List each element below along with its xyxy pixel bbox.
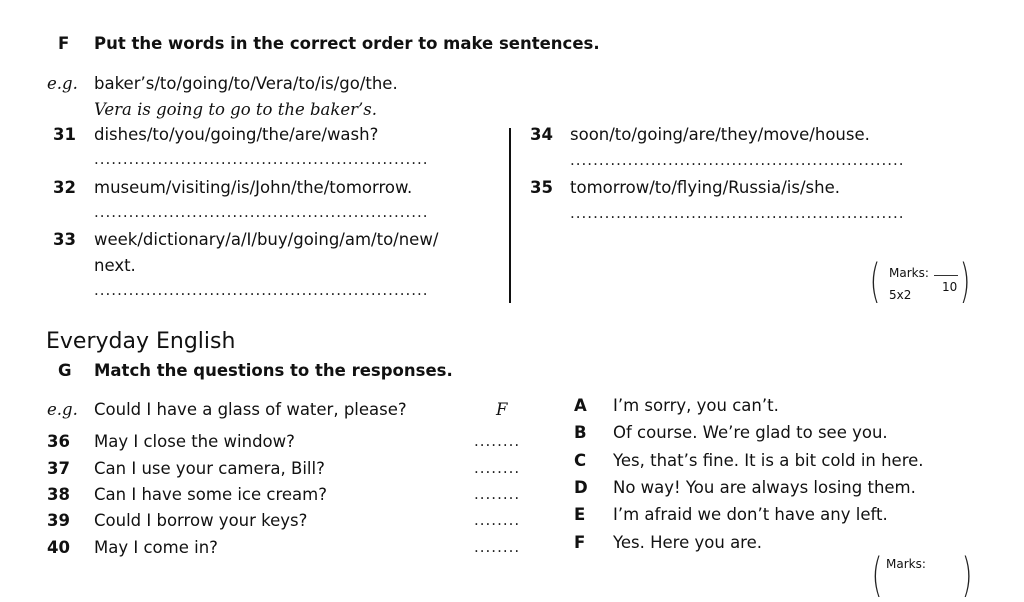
item-number-34: 34 (530, 125, 553, 144)
answer-blank-39[interactable]: ........ (474, 511, 521, 529)
answer-blank-36[interactable]: ........ (474, 432, 521, 450)
response-letter-f: F (574, 533, 586, 552)
answer-line-32[interactable]: .......................................................... (94, 203, 429, 221)
question-text-36: May I close the window? (94, 432, 295, 451)
question-text-40: May I come in? (94, 538, 218, 557)
item-text-32: museum/visiting/is/John/the/tomorrow. (94, 178, 413, 197)
item-number-33: 33 (53, 230, 76, 249)
g-example-label: e.g. (47, 400, 78, 419)
response-text-c: Yes, that’s fine. It is a bit cold in here. (613, 451, 924, 470)
answer-blank-37[interactable]: ........ (474, 459, 521, 477)
marks2-left-paren-icon: ( (871, 548, 883, 602)
answer-line-35[interactable]: .......................................................... (570, 204, 905, 222)
question-text-37: Can I use your camera, Bill? (94, 459, 325, 478)
section-f-instruction: Put the words in the correct order to make sentences. (94, 34, 600, 53)
marks-box-partial (868, 548, 978, 602)
response-text-f: Yes. Here you are. (613, 533, 762, 552)
item-text-33: week/dictionary/a/I/buy/going/am/to/new/ (94, 230, 439, 249)
column-divider (509, 128, 511, 303)
marks2-label: Marks: (886, 557, 926, 571)
question-text-39: Could I borrow your keys? (94, 511, 308, 530)
question-number-40: 40 (47, 538, 70, 557)
question-text-38: Can I have some ice cream? (94, 485, 327, 504)
example-answer: Vera is going to go to the baker’s. (94, 100, 377, 119)
answer-blank-38[interactable]: ........ (474, 485, 521, 503)
item-text-31: dishes/to/you/going/the/are/wash? (94, 125, 379, 144)
marks-left-paren-icon: ( (869, 254, 881, 308)
marks-total: 10 (942, 280, 958, 294)
section-g-instruction: Match the questions to the responses. (94, 361, 453, 380)
marks-blank[interactable] (934, 275, 958, 276)
item-text-34: soon/to/going/are/they/move/house. (570, 125, 870, 144)
response-text-d: No way! You are always losing them. (613, 478, 916, 497)
question-number-36: 36 (47, 432, 70, 451)
item-text-33-line2: next. (94, 256, 136, 275)
example-label: e.g. (47, 74, 78, 93)
g-example-answer: F (496, 400, 508, 419)
marks2-right-paren-icon: ) (961, 548, 973, 602)
g-example-text: Could I have a glass of water, please? (94, 400, 407, 419)
response-text-b: Of course. We’re glad to see you. (613, 423, 888, 442)
response-letter-e: E (574, 505, 586, 524)
answer-line-34[interactable]: .......................................................... (570, 151, 905, 169)
question-number-39: 39 (47, 511, 70, 530)
item-number-31: 31 (53, 125, 76, 144)
response-text-e: I’m afraid we don’t have any left. (613, 505, 888, 524)
item-number-35: 35 (530, 178, 553, 197)
question-number-37: 37 (47, 459, 70, 478)
marks-right-paren-icon: ) (959, 254, 971, 308)
section-f-letter: F (58, 34, 70, 53)
response-letter-b: B (574, 423, 587, 442)
item-number-32: 32 (53, 178, 76, 197)
answer-line-31[interactable]: .......................................................... (94, 150, 429, 168)
answer-line-33[interactable]: .......................................................... (94, 281, 429, 299)
marks-calc: 5x2 (889, 288, 912, 302)
response-letter-c: C (574, 451, 587, 470)
question-number-38: 38 (47, 485, 70, 504)
example-jumbled: baker’s/to/going/to/Vera/to/is/go/the. (94, 74, 398, 93)
response-letter-a: A (574, 396, 587, 415)
marks-label: Marks: (889, 266, 929, 280)
section-heading: Everyday English (46, 329, 236, 354)
response-letter-d: D (574, 478, 588, 497)
answer-blank-40[interactable]: ........ (474, 538, 521, 556)
item-text-35: tomorrow/to/flying/Russia/is/she. (570, 178, 840, 197)
response-text-a: I’m sorry, you can’t. (613, 396, 779, 415)
section-g-letter: G (58, 361, 72, 380)
